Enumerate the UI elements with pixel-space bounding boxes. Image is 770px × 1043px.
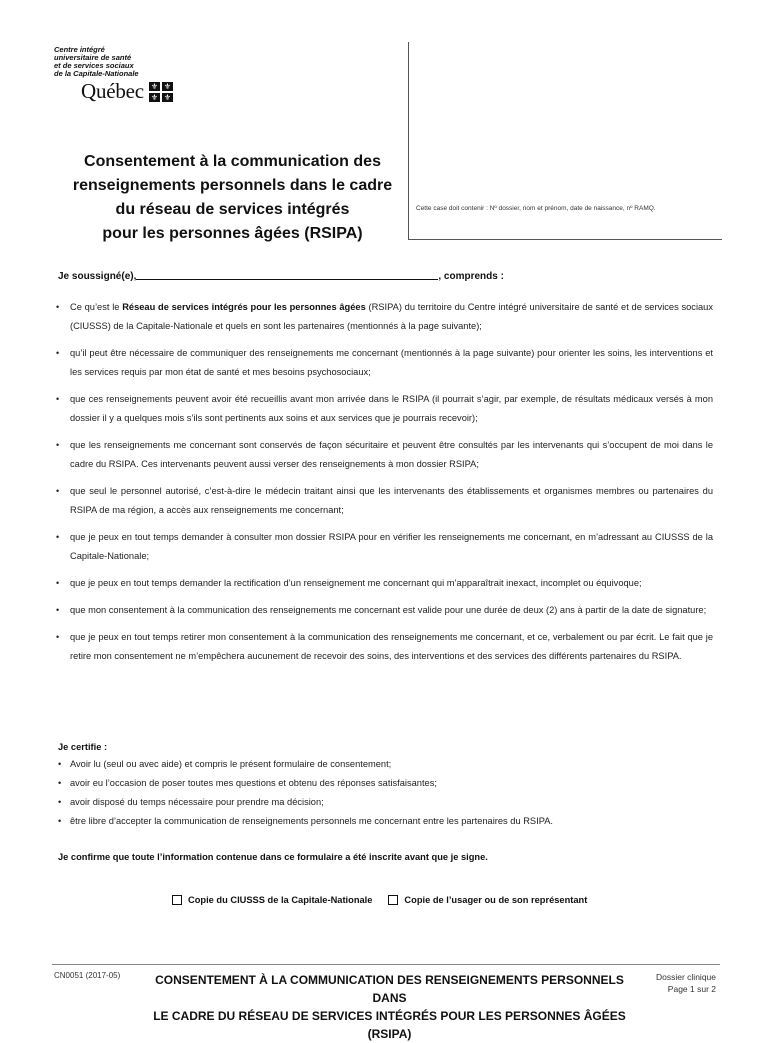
footer-title [142, 971, 637, 1043]
title-line: renseignements personnels dans le cadre [72, 177, 393, 194]
bullet-icon: • [56, 632, 60, 642]
patient-identification-box[interactable] [408, 42, 722, 240]
bullet-icon: • [58, 816, 62, 826]
bullet-icon: • [56, 578, 60, 588]
undersigned-line [58, 269, 504, 282]
bullet-icon: • [56, 605, 60, 615]
logo-line: universitaire de santé [54, 53, 132, 62]
footer-title-line: CONSENTEMENT À LA COMMUNICATION DES RENSEIGNEMENTS PERSONNELS DANS [155, 973, 624, 1005]
logo-line: Centre intégré [54, 45, 105, 54]
copy-options [172, 895, 603, 905]
understanding-list [53, 298, 713, 674]
dossier-label: Dossier clinique [656, 972, 716, 982]
form-code: CN0051 (2017-05) [54, 971, 121, 980]
footer-page-info [620, 971, 716, 995]
bullet-icon: • [58, 759, 62, 769]
list-item: • avoir eu l’occasion de poser toutes mes questions et obtenu des réponses satisfaisantes; [58, 774, 718, 793]
logo-line: et de services sociaux [54, 61, 134, 70]
certify-title: Je certifie : [58, 742, 108, 752]
list-item: • que je peux en tout temps demander la rectification d’un renseignement me concernant qui m’apparaîtrait inexact, incomplet ou équivoque; [53, 574, 713, 593]
bullet-icon: • [56, 394, 60, 404]
bullet-icon: • [58, 778, 62, 788]
patient-box-note: Cette case doit contenir : Nº dossier, nom et prénom, date de naissance, nº RAMQ. [416, 205, 656, 212]
list-item: • que les renseignements me concernant sont conservés de façon sécuritaire et peuvent être consultés par les intervenants qui s’occupent de moi dans le cadre du RSIPA. Ces intervenants peuvent aussi verser des renseignements à mon dossier RSIPA; [53, 436, 713, 474]
copy-ciusss-label: Copie du CIUSSS de la Capitale-Nationale [188, 895, 373, 905]
bullet-icon: • [56, 486, 60, 496]
list-item: • qu’il peut être nécessaire de communiquer des renseignements me concernant (mentionnés à la page suivante) pour orienter les soins, les interventions et les services requis par mon état de santé et mes besoins psychosociaux; [53, 344, 713, 382]
certify-section [58, 742, 718, 831]
quebec-word: Québec [81, 79, 144, 103]
list-item: • que seul le personnel autorisé, c’est-à-dire le médecin traitant ainsi que les intervenants des établissements et organismes membres ou partenaires du RSIPA de ma région, a accès aux renseignements me concernant; [53, 482, 713, 520]
confirmation-statement: Je confirme que toute l’information contenue dans ce formulaire a été inscrite avant que je signe. [58, 852, 488, 862]
fleur-de-lis-flag-icon: ⚜ ⚜ ⚜ ⚜ [150, 81, 172, 102]
logo-line: de la Capitale-Nationale [54, 69, 139, 78]
copy-user-label: Copie de l’usager ou de son représentant [404, 895, 588, 905]
checkbox-icon[interactable] [388, 895, 398, 905]
copy-ciusss-option[interactable] [172, 895, 372, 905]
list-item: • être libre d’accepter la communication de renseignements personnels me concernant entre les partenaires du RSIPA. [58, 812, 718, 831]
title-line: Consentement à la communication des [84, 153, 381, 170]
list-item: • Avoir lu (seul ou avec aide) et compris le présent formulaire de consentement; [58, 755, 718, 774]
list-item: • Ce qu’est le Réseau de services intégrés pour les personnes âgées (RSIPA) du territoire du Centre intégré universitaire de santé et de services sociaux (CIUSSS) de la Capitale-Nationale et quels en sont les partenaires (mentionnés à la page suivante); [53, 298, 713, 336]
bullet-icon: • [58, 797, 62, 807]
list-item: • que mon consentement à la communication des renseignements me concernant est valide pour une durée de deux (2) ans à partir de la date de signature; [53, 601, 713, 620]
list-item: • que je peux en tout temps retirer mon consentement à la communication des renseignements me concernant, et ce, verbalement ou par écrit. Le fait que je retire mon consentement ne m’empêchera aucunement de recevoir des soins, des interventions et des services des différents partenaires du RSIPA. [53, 628, 713, 666]
copy-user-option[interactable] [388, 895, 587, 905]
bullet-icon: • [56, 440, 60, 450]
list-item: • que je peux en tout temps demander à consulter mon dossier RSIPA pour en vérifier les renseignements me concernant, en m’adressant au CIUSSS de la Capitale-Nationale; [53, 528, 713, 566]
title-line: du réseau de services intégrés [115, 201, 350, 218]
undersigned-suffix: , comprends : [438, 271, 504, 282]
bullet-icon: • [56, 302, 60, 312]
title-line: pour les personnes âgées (RSIPA) [102, 225, 363, 242]
bullet-icon: • [56, 532, 60, 542]
name-blank-field[interactable] [136, 269, 438, 280]
footer-title-line: LE CADRE DU RÉSEAU DE SERVICES INTÉGRÉS POUR LES PERSONNES ÂGÉES (RSIPA) [153, 1009, 626, 1041]
checkbox-icon[interactable] [172, 895, 182, 905]
footer-divider [52, 964, 720, 965]
organization-logo [54, 46, 173, 104]
quebec-wordmark [81, 79, 173, 104]
document-title [60, 150, 405, 246]
list-item: • avoir disposé du temps nécessaire pour prendre ma décision; [58, 793, 718, 812]
page-number: Page 1 sur 2 [667, 984, 716, 994]
bullet-icon: • [56, 348, 60, 358]
undersigned-prefix: Je soussigné(e), [58, 271, 137, 282]
list-item: • que ces renseignements peuvent avoir été recueillis avant mon arrivée dans le RSIPA (il pourrait s’agir, par exemple, de résultats médicaux versés à mon dossier il y a quelques mois s’ils sont pertinents aux soins et aux services que je pourrais recevoir); [53, 390, 713, 428]
